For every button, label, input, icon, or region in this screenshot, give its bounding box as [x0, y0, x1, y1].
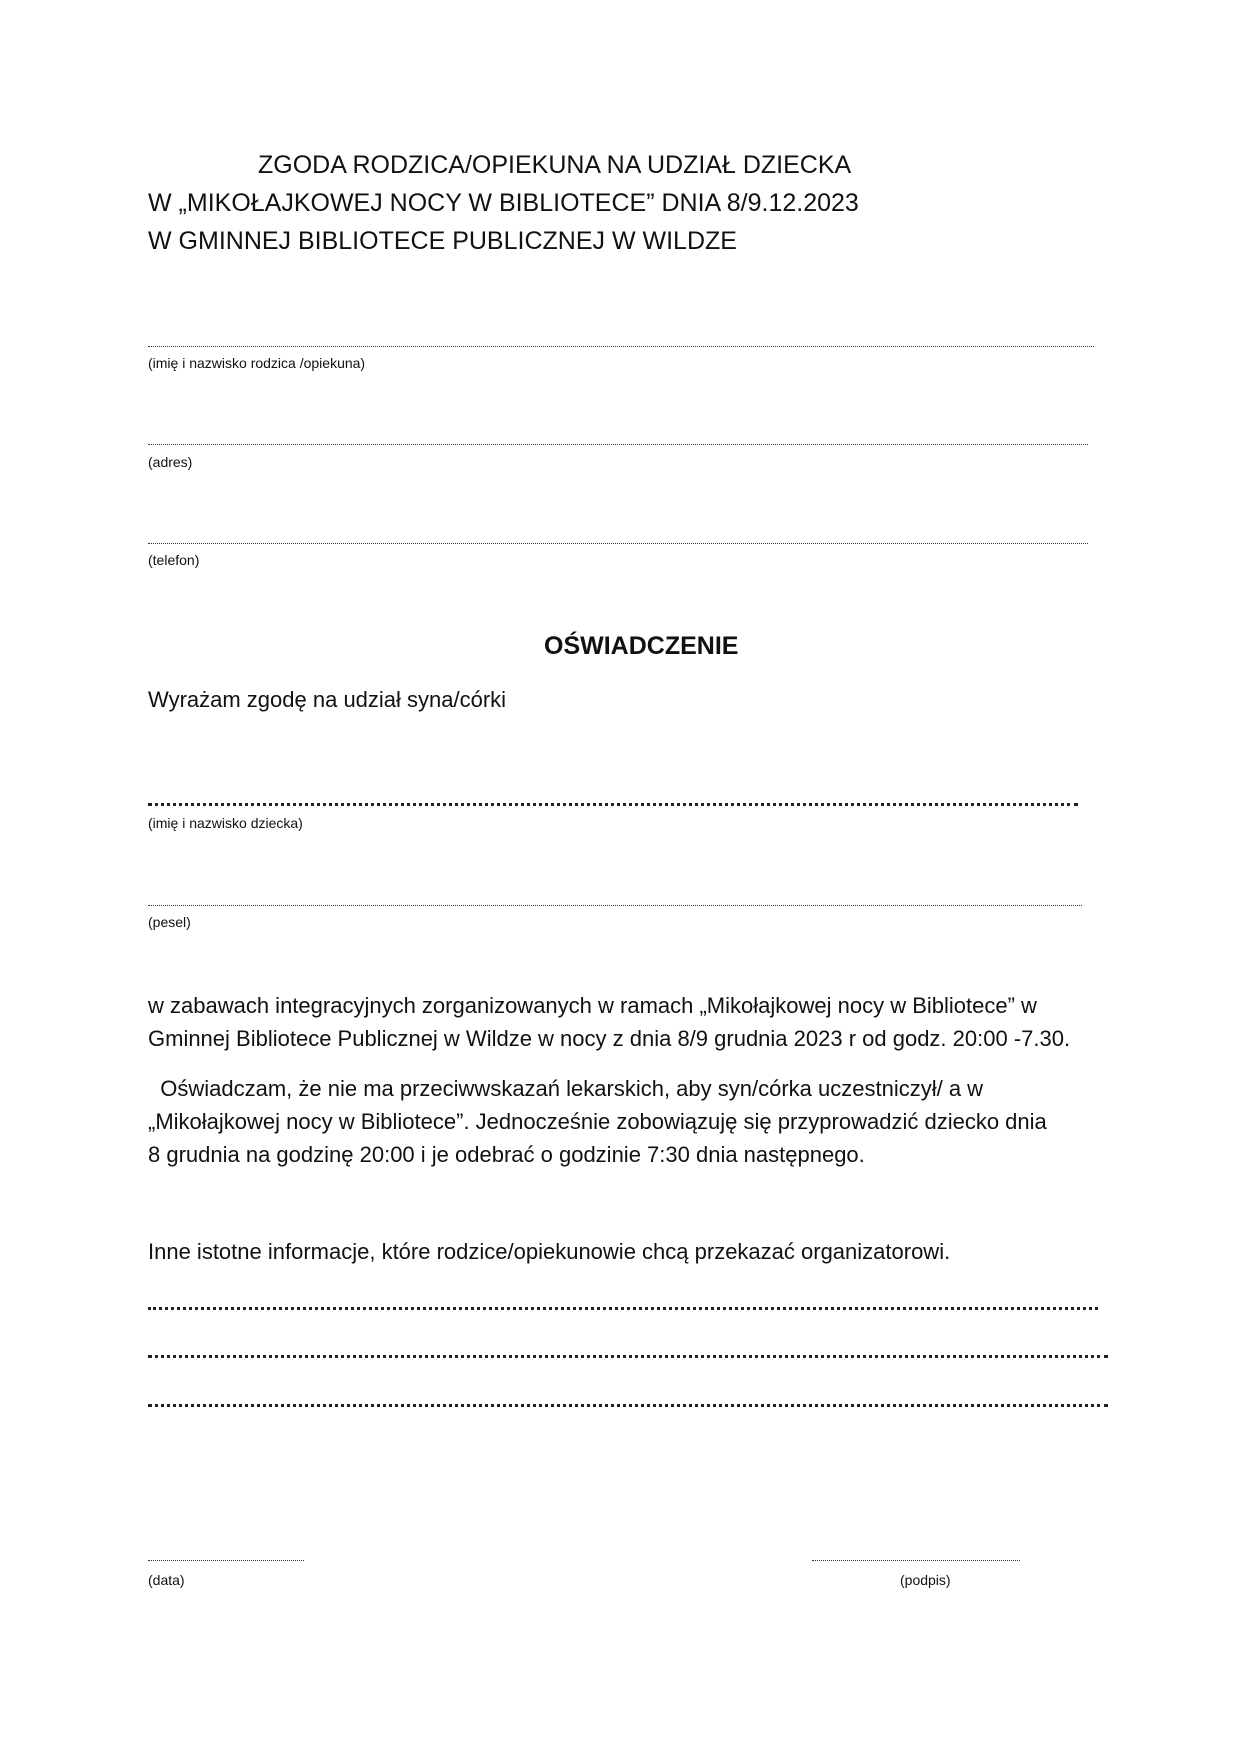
address-field[interactable] [148, 444, 1088, 445]
pesel-label: (pesel) [148, 914, 191, 930]
date-label: (data) [148, 1572, 185, 1588]
signature-field[interactable] [812, 1560, 1020, 1561]
info-line-1[interactable] [148, 1307, 1098, 1310]
child-name-field[interactable] [148, 803, 1078, 806]
date-field[interactable] [148, 1560, 304, 1561]
phone-label: (telefon) [148, 552, 200, 568]
info-line-2[interactable] [148, 1355, 1108, 1358]
title-line-3: W GMINNEJ BIBLIOTECE PUBLICZNEJ W WILDZE [148, 227, 737, 255]
parent-name-field[interactable] [148, 346, 1094, 347]
info-prompt: Inne istotne informacje, które rodzice/opiekunowie chcą przekazać organizatorowi. [148, 1239, 951, 1264]
paragraph-2-line-2: „Mikołajkowej nocy w Bibliotece”. Jednocześnie zobowiązuję się przyprowadzić dziecko dnia [148, 1109, 1047, 1134]
pesel-field[interactable] [148, 905, 1082, 906]
info-line-3[interactable] [148, 1404, 1108, 1407]
child-name-label: (imię i nazwisko dziecka) [148, 815, 303, 831]
paragraph-2-line-1: Oświadczam, że nie ma przeciwwskazań lekarskich, aby syn/córka uczestniczył/ a w [148, 1076, 984, 1101]
paragraph-1-line-2: Gminnej Bibliotece Publicznej w Wildze w nocy z dnia 8/9 grudnia 2023 r od godz. 20:00 -7.30. [148, 1026, 1071, 1051]
phone-field[interactable] [148, 543, 1088, 544]
address-label: (adres) [148, 454, 193, 470]
declaration-heading: OŚWIADCZENIE [544, 632, 739, 660]
paragraph-2-line-3: 8 grudnia na godzinę 20:00 i je odebrać o godzinie 7:30 dnia następnego. [148, 1142, 865, 1167]
consent-line: Wyrażam zgodę na udział syna/córki [148, 687, 507, 712]
paragraph-1-line-1: w zabawach integracyjnych zorganizowanych w ramach „Mikołajkowej nocy w Bibliotece” w [148, 993, 1037, 1018]
parent-name-label: (imię i nazwisko rodzica /opiekuna) [148, 355, 366, 371]
title-line-2: W „MIKOŁAJKOWEJ NOCY W BIBLIOTECE” DNIA 8/9.12.2023 [148, 189, 859, 217]
title-line-1: ZGODA RODZICA/OPIEKUNA NA UDZIAŁ DZIECKA [258, 151, 852, 179]
signature-label: (podpis) [900, 1572, 951, 1588]
